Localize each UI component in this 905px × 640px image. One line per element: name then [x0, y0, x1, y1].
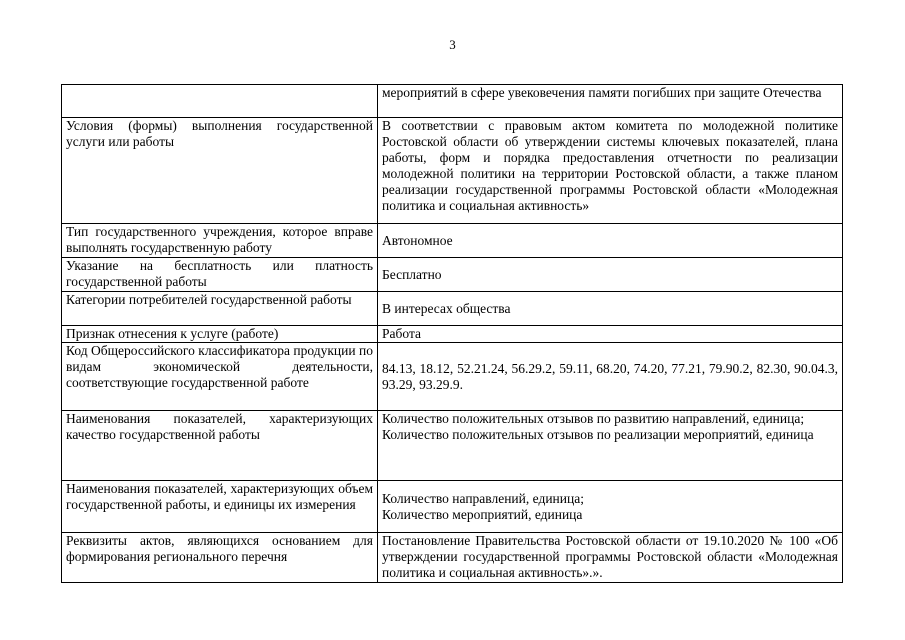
row-value: Бесплатно	[378, 258, 843, 292]
table-row	[62, 326, 843, 343]
table-row	[62, 258, 843, 292]
table-row	[62, 411, 843, 481]
page-number: 3	[449, 37, 456, 52]
row-label: Категории потребителей государственной работы	[62, 292, 378, 326]
table-row	[62, 481, 843, 533]
table-row	[62, 118, 843, 224]
row-value: 84.13, 18.12, 52.21.24, 56.29.2, 59.11, 68.20, 74.20, 77.21, 79.90.2, 82.30, 90.04.3, 93.29, 93.29.9.	[378, 343, 843, 411]
row-value: Постановление Правительства Ростовской области от 19.10.2020 № 100 «Об утверждении государственной программы Ростовской области «Молодежная политика и социальная активность».».	[378, 533, 843, 583]
row-label: Указание на бесплатность или платность государственной работы	[62, 258, 378, 292]
row-label: Тип государственного учреждения, которое вправе выполнять государственную работу	[62, 224, 378, 258]
table-row	[62, 533, 843, 583]
row-value: В интересах общества	[378, 292, 843, 326]
row-label: Признак отнесения к услуге (работе)	[62, 326, 378, 343]
row-value: В соответствии с правовым актом комитета по молодежной политике Ростовской области об утверждении системы ключевых показателей, плана работы, форм и порядка предоставления отчетности по реализации молодежной политики на территории Ростовской области, а также планом реализации государственной программы Ростовской области «Молодежная политика и социальная активность»	[378, 118, 843, 224]
document-table	[61, 84, 843, 583]
row-value: Работа	[378, 326, 843, 343]
row-value	[378, 411, 843, 481]
table-row	[62, 292, 843, 326]
row-label: Реквизиты актов, являющихся основанием для формирования регионального перечня	[62, 533, 378, 583]
value-line: Количество положительных отзывов по реализации мероприятий, единица	[382, 427, 814, 442]
value-line: Количество направлений, единица;	[382, 490, 584, 506]
table-row	[62, 224, 843, 258]
value-line: Количество положительных отзывов по развитию направлений, единица;	[382, 411, 805, 426]
row-value: Автономное	[378, 224, 843, 258]
table-row	[62, 343, 843, 411]
row-label: Наименования показателей, характеризующих качество государственной работы	[62, 411, 378, 481]
table-row	[62, 85, 843, 118]
row-label: Код Общероссийского классификатора продукции по видам экономической деятельности, соответствующие государственной работе	[62, 343, 378, 411]
row-label: Условия (формы) выполнения государственной услуги или работы	[62, 118, 378, 224]
row-value: мероприятий в сфере увековечения памяти погибших при защите Отечества	[378, 85, 843, 118]
row-value	[378, 481, 843, 533]
row-label	[62, 85, 378, 118]
row-label: Наименования показателей, характеризующих объем государственной работы, и единицы их измерения	[62, 481, 378, 533]
value-line: Количество мероприятий, единица	[382, 506, 583, 522]
